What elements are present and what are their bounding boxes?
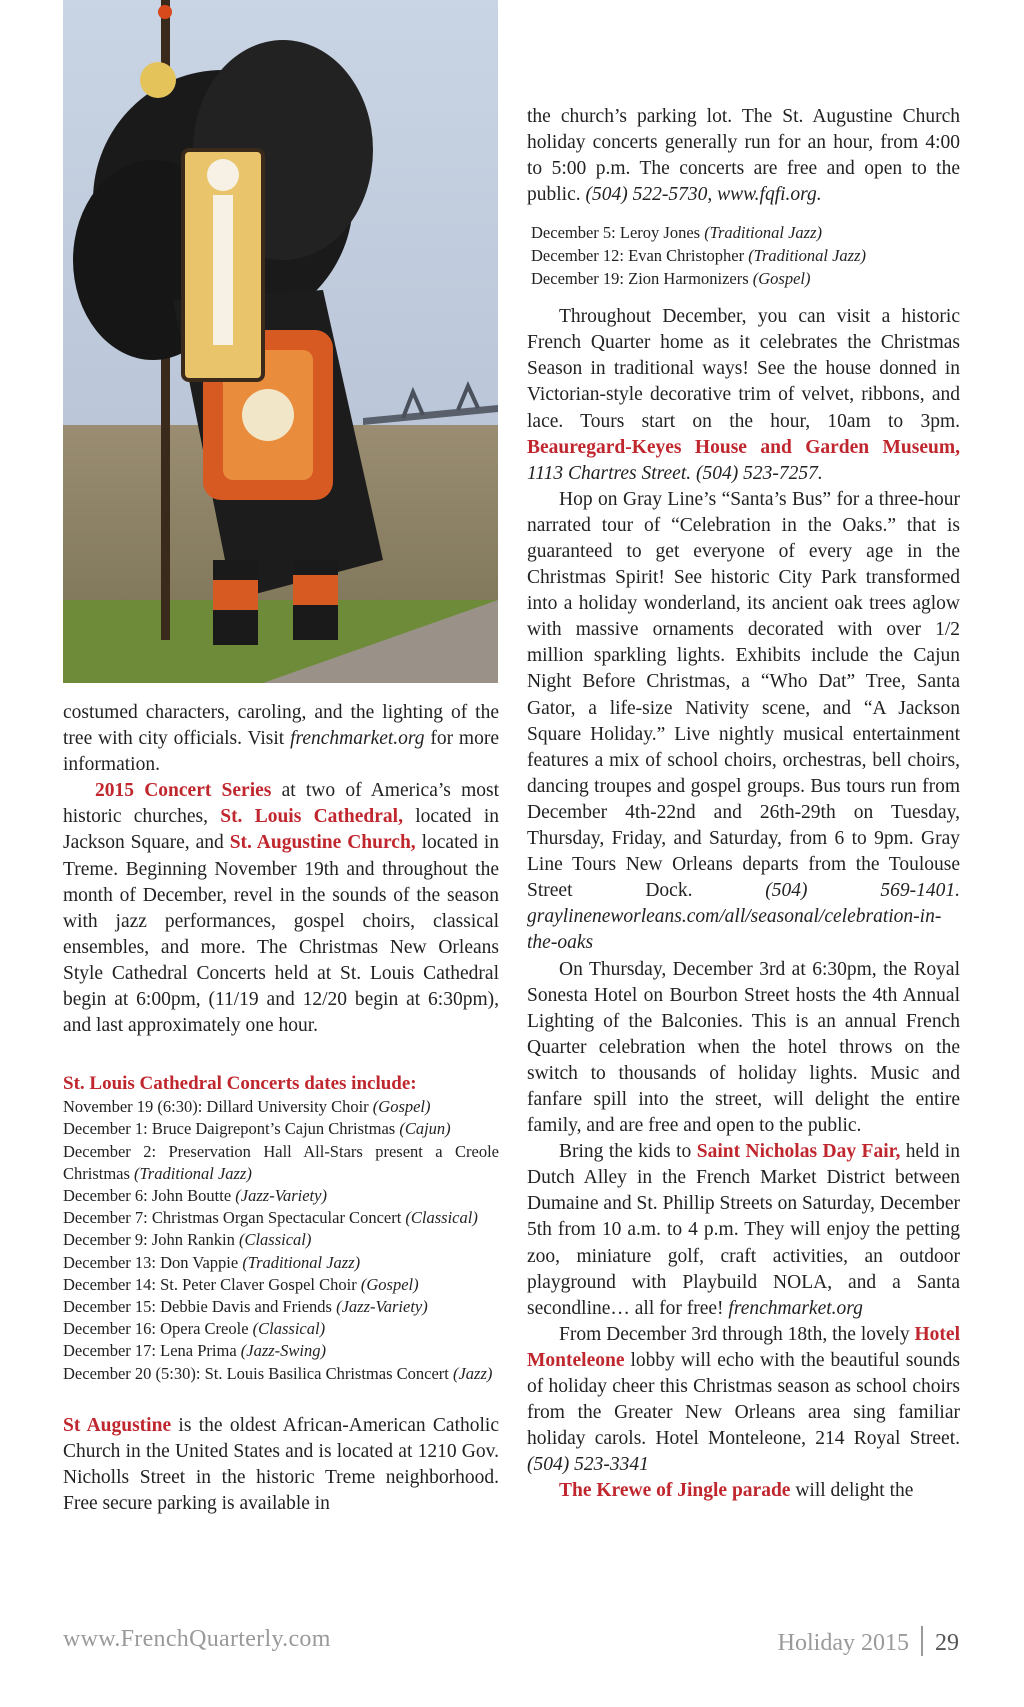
right-column bbox=[527, 104, 960, 1504]
list-item: December 16: Opera Creole (Classical) bbox=[63, 1319, 326, 1339]
beauregard-paragraph: Throughout December, you can visit a historic French Quarter home as it celebrates the Christmas Season in traditional ways! See the house donned in Victorian-style decorative trim of velvet, ribbons, and lace. Tours start on the hour, 10am to 3pm. Beauregard-Keyes House and Garden Museum, 1113 Chartres Street. (504) 523-7257. bbox=[527, 306, 960, 484]
issue-label: Holiday 2015 29 bbox=[778, 1626, 959, 1657]
list-item: November 19 (6:30): Dillard University Choir (Gospel) bbox=[63, 1097, 431, 1117]
krewe-paragraph: The Krewe of Jingle parade will delight the bbox=[559, 1480, 914, 1502]
concert-series-paragraph: 2015 Concert Series at two of America’s most historic churches, St. Louis Cathedral, located in Jackson Square, and St. Augustine Church, located in Treme. Beginning November 19th and throughout the month of December, revel in the sounds of the season with jazz performances, gospel choirs, classical ensembles, and more. The Christmas New Orleans Style Cathedral Concerts held at St. Louis Cathedral begin at 6:00pm, (11/19 and 12/20 begin at 6:30pm), and last approximately one hour. bbox=[63, 780, 499, 1037]
list-item: December 13: Don Vappie (Traditional Jazz) bbox=[63, 1252, 361, 1272]
website-url[interactable]: www.FrenchQuarterly.com bbox=[63, 1626, 331, 1652]
balconies-paragraph: On Thursday, December 3rd at 6:30pm, the Royal Sonesta Hotel on Bourbon Street hosts the 4th Annual Lighting of the Balconies. This is an annual French Quarter celebration when the hotel throws on the switch to thousands of holiday lights. Music and fanfare spill into the street, will delight the entire family, and are free and open to the public. bbox=[527, 958, 960, 1137]
list-item: December 6: John Boutte (Jazz-Variety) bbox=[63, 1186, 327, 1206]
st-augustine-paragraph: St Augustine is the oldest African-American Catholic Church in the United States and is located at 1210 Gov. Nicholls Street in the historic Treme neighborhood. Free secure parking is available in bbox=[63, 1414, 499, 1515]
list-item: December 12: Evan Christopher (Traditional Jazz) bbox=[531, 245, 866, 265]
left-column bbox=[63, 700, 499, 1517]
mardi-gras-indian-photo bbox=[63, 0, 498, 683]
monteleone-paragraph: From December 3rd through 18th, the lovely Hotel Monteleone lobby will echo with the beautiful sounds of holiday cheer this Christmas season as school choirs from the Greater New Orleans area sing familiar holiday carols. Hotel Monteleone, 214 Royal Street. (504) 523-3341 bbox=[527, 1323, 960, 1476]
list-item: December 5: Leroy Jones (Traditional Jazz) bbox=[531, 223, 822, 243]
grayline-link[interactable]: (504) 569-1401. graylineneworleans.com/all/seasonal/celebration-in-the-oaks bbox=[527, 880, 960, 954]
paragraph: the church’s parking lot. The St. Augustine Church holiday concerts generally run for an hour, from 4:00 to 5:00 p.m. The concerts are free and open to the public. (504) 522-5730, www.fqfi.org. bbox=[527, 106, 960, 206]
page-number: 29 bbox=[935, 1630, 959, 1656]
list-item: December 7: Christmas Organ Spectacular Concert (Classical) bbox=[63, 1208, 478, 1228]
fqfi-contact[interactable]: (504) 522-5730, www.fqfi.org. bbox=[585, 184, 822, 206]
cathedral-concert-list bbox=[63, 1096, 499, 1385]
list-item: December 15: Debbie Davis and Friends (Jazz-Variety) bbox=[63, 1297, 428, 1317]
augustine-concert-list bbox=[531, 222, 960, 290]
list-item: December 2: Preservation Hall All-Stars present a Creole Christmas (Traditional Jazz) bbox=[63, 1141, 499, 1183]
paragraph: costumed characters, caroling, and the lighting of the tree with city officials. Visit frenchmarket.org for more information. bbox=[63, 702, 499, 776]
list-item: December 9: John Rankin (Classical) bbox=[63, 1230, 312, 1250]
frenchmarket-link[interactable]: frenchmarket.org bbox=[290, 728, 425, 750]
frenchmarket-link[interactable]: frenchmarket.org bbox=[728, 1297, 863, 1319]
santas-bus-paragraph: Hop on Gray Line’s “Santa’s Bus” for a three-hour narrated tour of “Celebration in the Oaks.” that is guaranteed to get everyone of every age in the Christmas Spirit! See historic City Park transformed into a holiday wonderland, its ancient oak trees aglow with massive ornaments decorated with over 1/2 million sparkling lights. Exhibits include the Cajun Night Before Christmas, a “Who Dat” Tree, Santa Gator, a life-size Nativity scene, and “A Jackson Square Holiday.” Live nightly musical entertainment features a mix of school choirs, orchestras, bell choirs, dancing troupes and gospel groups. Bus tours run from December 4th-22nd and 26th-29th on Tuesday, Thursday, Friday, and Saturday, from 6 to 9pm. Gray Line Tours New Orleans departs from the Toulouse Street Dock. (504) 569-1401. graylineneworleans.com/all/seasonal/celebration-in-the-oaks bbox=[527, 488, 960, 954]
page-footer bbox=[0, 1626, 1024, 1666]
list-item: December 1: Bruce Daigrepont’s Cajun Christmas (Cajun) bbox=[63, 1119, 451, 1139]
list-item: December 20 (5:30): St. Louis Basilica Christmas Concert (Jazz) bbox=[63, 1363, 493, 1383]
concert-list-heading: St. Louis Cathedral Concerts dates include: bbox=[63, 1073, 417, 1095]
list-item: December 19: Zion Harmonizers (Gospel) bbox=[531, 268, 811, 288]
divider bbox=[921, 1626, 923, 1656]
list-item: December 17: Lena Prima (Jazz-Swing) bbox=[63, 1341, 327, 1361]
list-item: December 14: St. Peter Claver Gospel Choir (Gospel) bbox=[63, 1274, 419, 1294]
st-nicholas-paragraph: Bring the kids to Saint Nicholas Day Fair, held in Dutch Alley in the French Market District between Dumaine and St. Phillip Streets on Saturday, December 5th from 10 a.m. to 4 p.m. They will enjoy the petting zoo, miniature golf, craft activities, an outdoor playground with Playbuild NOLA, and a Santa secondline… all for free! frenchmarket.org bbox=[527, 1141, 961, 1319]
